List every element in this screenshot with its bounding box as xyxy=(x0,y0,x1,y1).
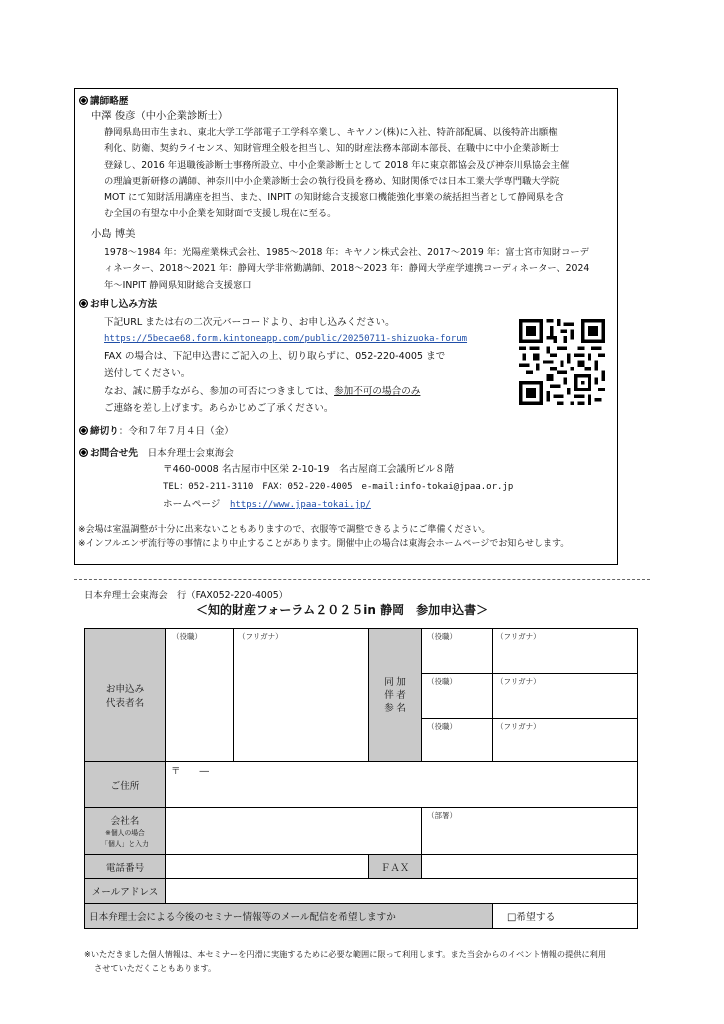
address-label-cell: ご住所 xyxy=(85,762,166,808)
fax-label-cell: ＦＡＸ xyxy=(369,855,422,879)
speaker1-name: 中澤 俊彦（中小企業診断士） xyxy=(91,110,229,122)
speaker1-bio-line: MOT にて知財活用講座を担当、また、INPIT の知財総合支援窓口機能強化事業の統括担当者として静岡県を含 xyxy=(104,192,564,203)
form-addressee: 日本弁理士会東海会 行（FAX052-220-4005） xyxy=(84,590,288,601)
companion2-name-field[interactable]: （フリガナ） xyxy=(493,674,638,719)
email-field[interactable] xyxy=(166,879,638,904)
apply-note: ご連絡を差し上げます。あらかじめご了承ください。 xyxy=(104,403,334,414)
speaker1-bio-line: 登録し、2016 年退職後診断士事務所設立、中小企業診断士として 2018 年に東京都協会及び神奈川県協会主催 xyxy=(104,160,570,171)
bullet-icon xyxy=(79,426,88,435)
qr-code-icon[interactable] xyxy=(519,319,605,405)
apply-note: なお、誠に勝手ながら、参加の可否につきましては、参加不可の場合のみ xyxy=(104,386,421,397)
bio-header: 講師略歴 xyxy=(79,95,128,108)
speaker1-bio-line: 静岡県島田市生まれ、東北大学工学部電子工学科卒業し、キヤノン(株)に入社、特許部配属、以後特許出願権 xyxy=(104,127,558,138)
rep-position-field[interactable]: （役職） xyxy=(166,629,234,762)
companion1-name-field[interactable]: （フリガナ） xyxy=(493,629,638,674)
apply-fax-line: 送付してください。 xyxy=(104,368,191,379)
companion3-position-field[interactable]: （役職） xyxy=(422,719,493,762)
apply-instruction: 下記URL または右の二次元バーコードより、お申し込みください。 xyxy=(104,317,395,328)
rep-name-field[interactable]: （フリガナ） xyxy=(234,629,369,762)
company-label-cell: 会社名 ※個人の場合 「個人」と入力 xyxy=(85,808,166,855)
companion-label-cell: 同 加 伴 者 参 名 xyxy=(369,629,422,762)
phone-label-cell: 電話番号 xyxy=(85,855,166,879)
speaker2-bio-line: 1978～1984 年：光陽産業株式会社、1985～2018 年：キヤノン株式会社、2017～2019 年：富士宮市知財コーデ xyxy=(104,247,589,258)
address-field[interactable]: 〒 ― xyxy=(166,762,638,808)
apply-header: お申し込み方法 xyxy=(79,298,157,311)
privacy-note: ※いただきました個人情報は、本セミナーを円滑に実施するために必要な範囲に限って利用します。また当会からのイベント情報の提供に利用 xyxy=(84,949,607,959)
homepage-link[interactable]: https://www.jpaa-tokai.jp/ xyxy=(229,500,371,510)
speaker1-bio-line: 利化、防衛、契約ライセンス、知財管理全般を担当し、知的財産法務本部副本部長、在職中に中小企業診断士 xyxy=(104,143,559,154)
notice-line: ※インフルエンザ流行等の事情により中止することがあります。開催中止の場合は東海会ホームページでお知らせします。 xyxy=(78,539,570,549)
companion2-position-field[interactable]: （役職） xyxy=(422,674,493,719)
notice-line: ※会場は室温調整が十分に出来ないこともありますので、衣服等で調整できるようにご準備ください。 xyxy=(78,525,491,535)
mail-opt-in-checkbox[interactable]: □希望する xyxy=(493,904,638,929)
company-field[interactable] xyxy=(166,808,422,855)
bullet-icon xyxy=(79,299,88,308)
speaker2-name: 小島 博美 xyxy=(91,228,136,240)
department-field[interactable]: （部署） xyxy=(422,808,638,855)
contact-address: 〒460-0008 名古屋市中区栄 2-10-19 名古屋商工会議所ビル８階 xyxy=(163,464,455,475)
bullet-icon xyxy=(79,448,88,457)
apply-fax-line: FAX の場合は、下記申込書にご記入の上、切り取らずに、052-220-4005 まで xyxy=(104,351,446,362)
cut-line xyxy=(74,579,650,580)
contact-header-row: お問合せ先 日本弁理士会東海会 xyxy=(79,447,234,460)
contact-tel-fax-email: TEL：052-211-3110 FAX：052-220-4005 e-mail:info-tokai@jpaa.or.jp xyxy=(163,482,514,492)
companion3-name-field[interactable]: （フリガナ） xyxy=(493,719,638,762)
deadline: 締切り：令和７年７月４日（金） xyxy=(79,425,234,438)
form-title: ＜知的財産フォーラム２０２５in 静岡 参加申込書＞ xyxy=(196,603,489,617)
speaker1-bio-line: む全国の有望な中小企業を知財面で支援し現在に至る。 xyxy=(104,208,337,219)
speaker2-bio-line: 年～INPIT 静岡県知財総合支援窓口 xyxy=(104,280,252,291)
bullet-icon xyxy=(79,96,88,105)
phone-field[interactable] xyxy=(166,855,369,879)
contact-homepage: ホームページ https://www.jpaa-tokai.jp/ xyxy=(163,499,371,510)
speaker2-bio-line: ィネーター、2018～2021 年：静岡大学非常勤講師、2018～2023 年：静岡大学産学連携コーディネーター、2024 xyxy=(104,263,590,274)
fax-field[interactable] xyxy=(422,855,638,879)
privacy-note: させていただくこともあります。 xyxy=(94,963,217,973)
apply-url-link[interactable]: https://5becae68.form.kintoneapp.com/public/20250711-shizuoka-forum xyxy=(104,334,468,344)
application-form-table xyxy=(84,628,638,929)
email-label-cell: メールアドレス xyxy=(85,879,166,904)
companion1-position-field[interactable]: （役職） xyxy=(422,629,493,674)
rep-label-cell: お申込み 代表者名 xyxy=(85,629,166,762)
mail-question-cell: 日本弁理士会による今後のセミナー情報等のメール配信を希望しますか xyxy=(85,904,493,929)
speaker1-bio-line: の理論更新研修の講師、神奈川中小企業診断士会の執行役員を務め、知財関係では日本工業大学専門職大学院 xyxy=(104,176,560,187)
